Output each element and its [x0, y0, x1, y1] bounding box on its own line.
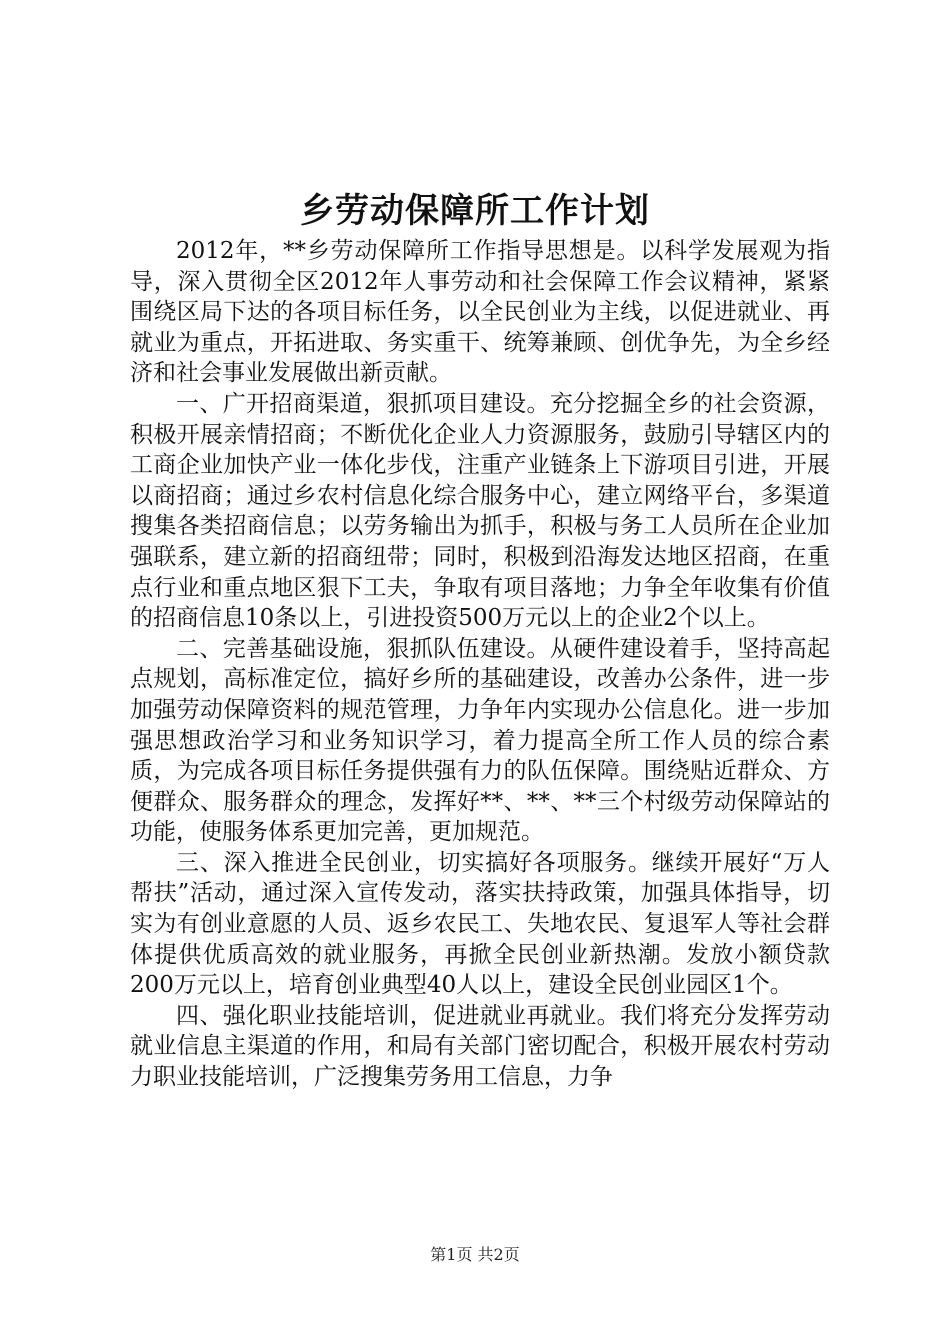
paragraph-section-3: 三、深入推进全民创业，切实搞好各项服务。继续开展好“万人帮扶”活动，通过深入宣传发动，落实扶持政策，加强具体指导，切实为有创业意愿的人员、返乡农民工、失地农民、复退军人等社会群体提供优质高效的就业服务，再掀全民创业新热潮。发放小额贷款200万元以上，培育创业典型40人以上，建设全民创业园区1个。 — [130, 849, 830, 999]
document-body — [130, 236, 830, 1093]
page-footer: 第1页 共2页 — [430, 1245, 520, 1264]
paragraph-intro: 2012年，**乡劳动保障所工作指导思想是。以科学发展观为指导，深入贯彻全区2012年人事劳动和社会保障工作会议精神，紧紧围绕区局下达的各项目标任务，以全民创业为主线，以促进就业、再就业为重点，开拓进取、务实重干、统筹兼顾、创优争先，为全乡经济和社会事业发展做出新贡献。 — [130, 238, 830, 387]
document-title: 乡劳动保障所工作计划 — [300, 191, 650, 231]
paragraph-section-2: 二、完善基础设施，狠抓队伍建设。从硬件建设着手，坚持高起点规划，高标准定位，搞好乡所的基础建设，改善办公条件，进一步加强劳动保障资料的规范管理，力争年内实现办公信息化。进一步加强思想政治学习和业务知识学习，着力提高全所工作人员的综合素质，为完成各项目标任务提供强有力的队伍保障。围绕贴近群众、方便群众、服务群众的理念，发挥好**、**、**三个村级劳动保障站的功能，使服务体系更加完善，更加规范。 — [130, 635, 830, 846]
paragraph-section-4: 四、强化职业技能培训，促进就业再就业。我们将充分发挥劳动就业信息主渠道的作用，和局有关部门密切配合，积极开展农村劳动力职业技能培训，广泛搜集劳务用工信息，力争 — [130, 1002, 830, 1091]
paragraph-section-1: 一、广开招商渠道，狠抓项目建设。充分挖掘全乡的社会资源，积极开展亲情招商；不断优化企业人力资源服务，鼓励引导辖区内的工商企业加快产业一体化步伐，注重产业链条上下游项目引进，开展以商招商；通过乡农村信息化综合服务中心，建立网络平台，多渠道搜集各类招商信息；以劳务输出为抓手，积极与务工人员所在企业加强联系，建立新的招商纽带；同时，积极到沿海发达地区招商，在重点行业和重点地区狠下工夫，争取有项目落地；力争全年收集有价值的招商信息10条以上，引进投资500万元以上的企业2个以上。 — [130, 390, 830, 632]
